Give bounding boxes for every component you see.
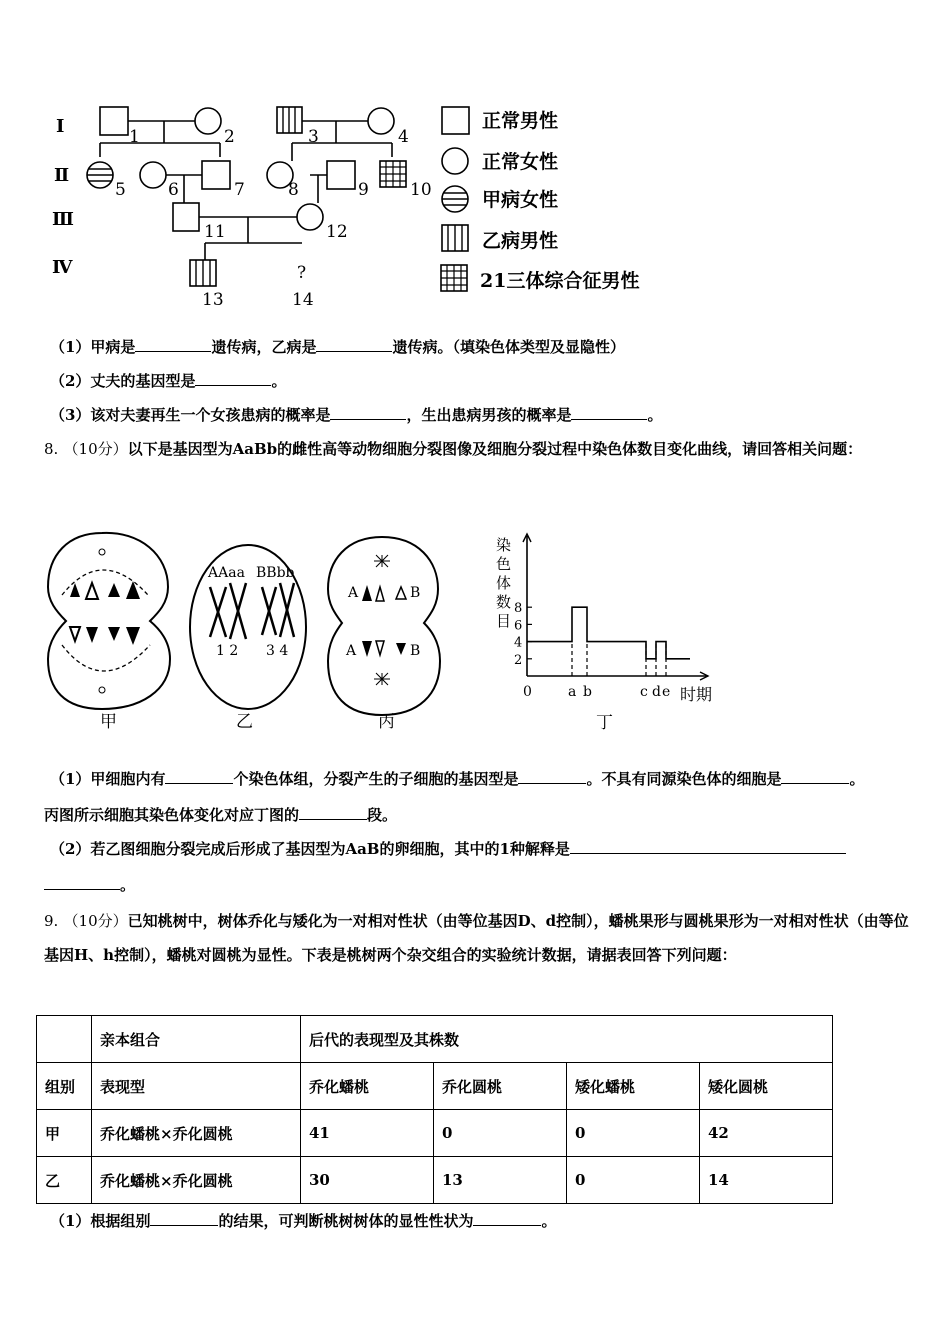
individual-number: 12 [326, 222, 348, 242]
q7-part3-text: 。 [647, 406, 663, 424]
individual-II7-normal-male [202, 161, 230, 189]
table-header: 矮化蟠桃 [567, 1063, 700, 1110]
q7-part3-text: ，生出患病男孩的概率是 [406, 406, 572, 424]
question-score: （10分） [63, 440, 128, 458]
answer-blank[interactable] [571, 405, 647, 420]
table-cell [37, 1016, 92, 1063]
individual-number: 8 [288, 180, 299, 200]
gene-label: A [348, 585, 359, 601]
gene-label: AAaa [208, 565, 245, 581]
answer-blank[interactable] [195, 371, 271, 386]
individual-number: 14 [292, 290, 314, 310]
x-tick-label: b [583, 684, 592, 700]
generation-label: Ⅲ [52, 209, 74, 230]
q7-part3-text: （3）该对夫妻再生一个女孩患病的概率是 [50, 406, 331, 424]
cell-caption: 甲 [100, 712, 117, 732]
cell-bing [328, 537, 440, 715]
x-tick-label: a [568, 684, 577, 700]
table-header: 乔化圆桃 [434, 1063, 567, 1110]
answer-blank[interactable] [781, 769, 849, 784]
pedigree-figure [40, 95, 680, 315]
q9-part1-text: （1）根据组别 [50, 1212, 151, 1230]
table-cell: 乔化蟠桃×乔化圆桃 [92, 1157, 301, 1204]
cell-division-figures [40, 525, 460, 735]
y-axis-label: 目 [496, 612, 512, 630]
individual-II10-down-syndrome-male [380, 161, 406, 187]
table-header: 乔化蟠桃 [301, 1063, 434, 1110]
answer-blank[interactable] [135, 337, 211, 352]
y-tick-label: 2 [514, 652, 523, 668]
q8-part1-text: 段。 [367, 806, 398, 824]
q7-part1 [50, 336, 625, 357]
generation-label: Ⅰ [56, 116, 65, 137]
legend-normal-male-symbol [442, 107, 469, 134]
y-axis-label: 色 [496, 555, 512, 573]
q8-part2-cont [44, 874, 135, 895]
answer-blank[interactable] [150, 1211, 218, 1226]
table-header: 亲本组合 [92, 1016, 301, 1063]
question-stem: 以下是基因型为AaBb的雌性高等动物细胞分裂图像及细胞分裂过程中染色体数目变化曲线，请回答相关问题： [127, 440, 863, 458]
individual-II9-normal-male [327, 161, 355, 189]
table-row [37, 1157, 833, 1204]
unknown-mark: ? [297, 263, 307, 283]
cell-yi [190, 545, 306, 709]
q8-part2-text: 。 [120, 876, 136, 894]
individual-number: 5 [115, 180, 126, 200]
table-header: 组别 [37, 1063, 92, 1110]
legend-normal-female-symbol [442, 148, 468, 174]
legend-label: 甲病女性 [482, 189, 559, 211]
table-cell: 13 [434, 1157, 567, 1204]
gene-label: B [410, 585, 421, 601]
gene-label: BBbb [256, 565, 295, 581]
question-number: 8. [44, 440, 59, 458]
q8-part1-text: 丙图所示细胞其染色体变化对应丁图的 [44, 806, 300, 824]
answer-blank[interactable] [518, 769, 586, 784]
q7-part1-text: 遗传病。（填染色体类型及显隐性） [392, 338, 625, 356]
q8-part1-text: 个染色体组，分裂产生的子细胞的基因型是 [233, 770, 519, 788]
q8-stem [44, 432, 914, 466]
table-header: 后代的表现型及其株数 [301, 1016, 833, 1063]
individual-number: 10 [410, 180, 432, 200]
gene-label: B [410, 643, 421, 659]
individual-number: 9 [358, 180, 369, 200]
answer-blank[interactable] [44, 875, 120, 890]
individual-number: 3 [308, 127, 319, 147]
generation-label: Ⅳ [52, 257, 73, 278]
q8-part1-text: 。不具有同源染色体的细胞是 [586, 770, 782, 788]
q9-part1 [50, 1210, 556, 1231]
q8-part1 [50, 768, 865, 789]
chromosome-number: 1 2 [216, 643, 239, 659]
individual-number: 7 [234, 180, 245, 200]
question-stem: 已知桃树中，树体乔化与矮化为一对相对性状（由等位基因D、d控制），蟠桃果形与圆桃果形为一对相对性状（由等位基因H、h控制），蟠桃对圆桃为显性。下表是桃树两个杂交组合的实验统计数据，请据表回答下列问题： [44, 912, 909, 964]
table-cell: 0 [567, 1110, 700, 1157]
cell-jia [48, 533, 170, 709]
q7-part2-text: （2）丈夫的基因型是 [50, 372, 196, 390]
table-cell: 0 [567, 1157, 700, 1204]
q7-part3 [50, 404, 662, 425]
table-cell: 14 [700, 1157, 833, 1204]
table-header-row [37, 1016, 833, 1063]
q7-part2-text: 。 [271, 372, 287, 390]
y-tick-label: 6 [514, 618, 523, 634]
x-tick-label: 0 [523, 684, 532, 700]
legend-label: 乙病男性 [482, 230, 559, 252]
legend-disease-a-female-symbol [442, 186, 468, 212]
q8-part1-text: （1）甲细胞内有 [50, 770, 166, 788]
table-header: 表现型 [92, 1063, 301, 1110]
q8-part1-cont [44, 804, 397, 825]
q9-part1-text: 。 [541, 1212, 557, 1230]
chromosome-number-chart [490, 528, 730, 758]
cell-caption: 乙 [236, 712, 253, 732]
chromosome-number: 3 4 [266, 643, 289, 659]
x-axis-label: 时期 [680, 685, 713, 704]
answer-blank[interactable] [316, 337, 392, 352]
individual-number: 2 [224, 127, 235, 147]
legend-label: 正常男性 [482, 110, 559, 132]
individual-I4-normal-female [368, 108, 394, 134]
q7-part1-text: （1）甲病是 [50, 338, 136, 356]
table-header: 矮化圆桃 [700, 1063, 833, 1110]
table-cell: 42 [700, 1110, 833, 1157]
y-axis-label: 数 [496, 593, 512, 611]
q8-part1-text: 。 [849, 770, 865, 788]
legend-label: 正常女性 [482, 151, 559, 173]
question-score: （10分） [63, 912, 128, 930]
table-row [37, 1110, 833, 1157]
q8-part2 [50, 838, 846, 859]
individual-I1-normal-male [100, 107, 128, 135]
cell-caption: 丙 [378, 712, 395, 732]
gene-label: A [346, 643, 357, 659]
individual-II5-disease-a-female [87, 162, 113, 188]
y-axis-label: 体 [496, 574, 512, 592]
individual-IV13-disease-b-male [190, 260, 216, 286]
table-cell: 乔化蟠桃×乔化圆桃 [92, 1110, 301, 1157]
answer-blank[interactable] [473, 1211, 541, 1226]
legend-disease-b-male-symbol [442, 225, 468, 251]
y-axis-label: 染 [496, 536, 512, 554]
individual-III11-normal-male [173, 203, 199, 231]
individual-number: 1 [129, 127, 140, 147]
individual-number: 11 [204, 222, 226, 242]
individual-II6-normal-female [140, 162, 166, 188]
table-cell: 30 [301, 1157, 434, 1204]
table-cell: 甲 [37, 1110, 92, 1157]
y-tick-label: 8 [514, 601, 523, 617]
answer-blank[interactable] [330, 405, 406, 420]
individual-number: 6 [168, 180, 179, 200]
individual-number: 13 [202, 290, 224, 310]
answer-blank[interactable] [299, 805, 367, 820]
question-number: 9. [44, 912, 59, 930]
cross-data-table [36, 1015, 833, 1204]
q9-part1-text: 的结果，可判断桃树树体的显性性状为 [218, 1212, 474, 1230]
answer-blank[interactable] [165, 769, 233, 784]
table-cell: 0 [434, 1110, 567, 1157]
individual-I3-disease-b-male [277, 107, 302, 133]
x-tick-label: d [652, 684, 661, 700]
legend-down-syndrome-male-symbol [441, 265, 467, 291]
y-tick-label: 4 [514, 635, 523, 651]
chart-caption: 丁 [596, 713, 613, 733]
individual-I2-normal-female [195, 108, 221, 134]
q7-part2 [50, 370, 286, 391]
q7-part1-text: 遗传病，乙病是 [211, 338, 317, 356]
table-header-row [37, 1063, 833, 1110]
x-tick-label: e [662, 684, 671, 700]
table-cell: 41 [301, 1110, 434, 1157]
answer-blank[interactable] [570, 839, 846, 854]
legend-label: 21三体综合征男性 [480, 270, 640, 292]
generation-label: Ⅱ [54, 165, 70, 186]
individual-III12-normal-female [297, 204, 323, 230]
individual-number: 4 [398, 127, 409, 147]
q8-part2-text: （2）若乙图细胞分裂完成后形成了基因型为AaB的卵细胞，其中的1种解释是 [50, 840, 570, 858]
x-tick-label: c [640, 684, 648, 700]
q9-stem [44, 904, 914, 972]
table-cell: 乙 [37, 1157, 92, 1204]
